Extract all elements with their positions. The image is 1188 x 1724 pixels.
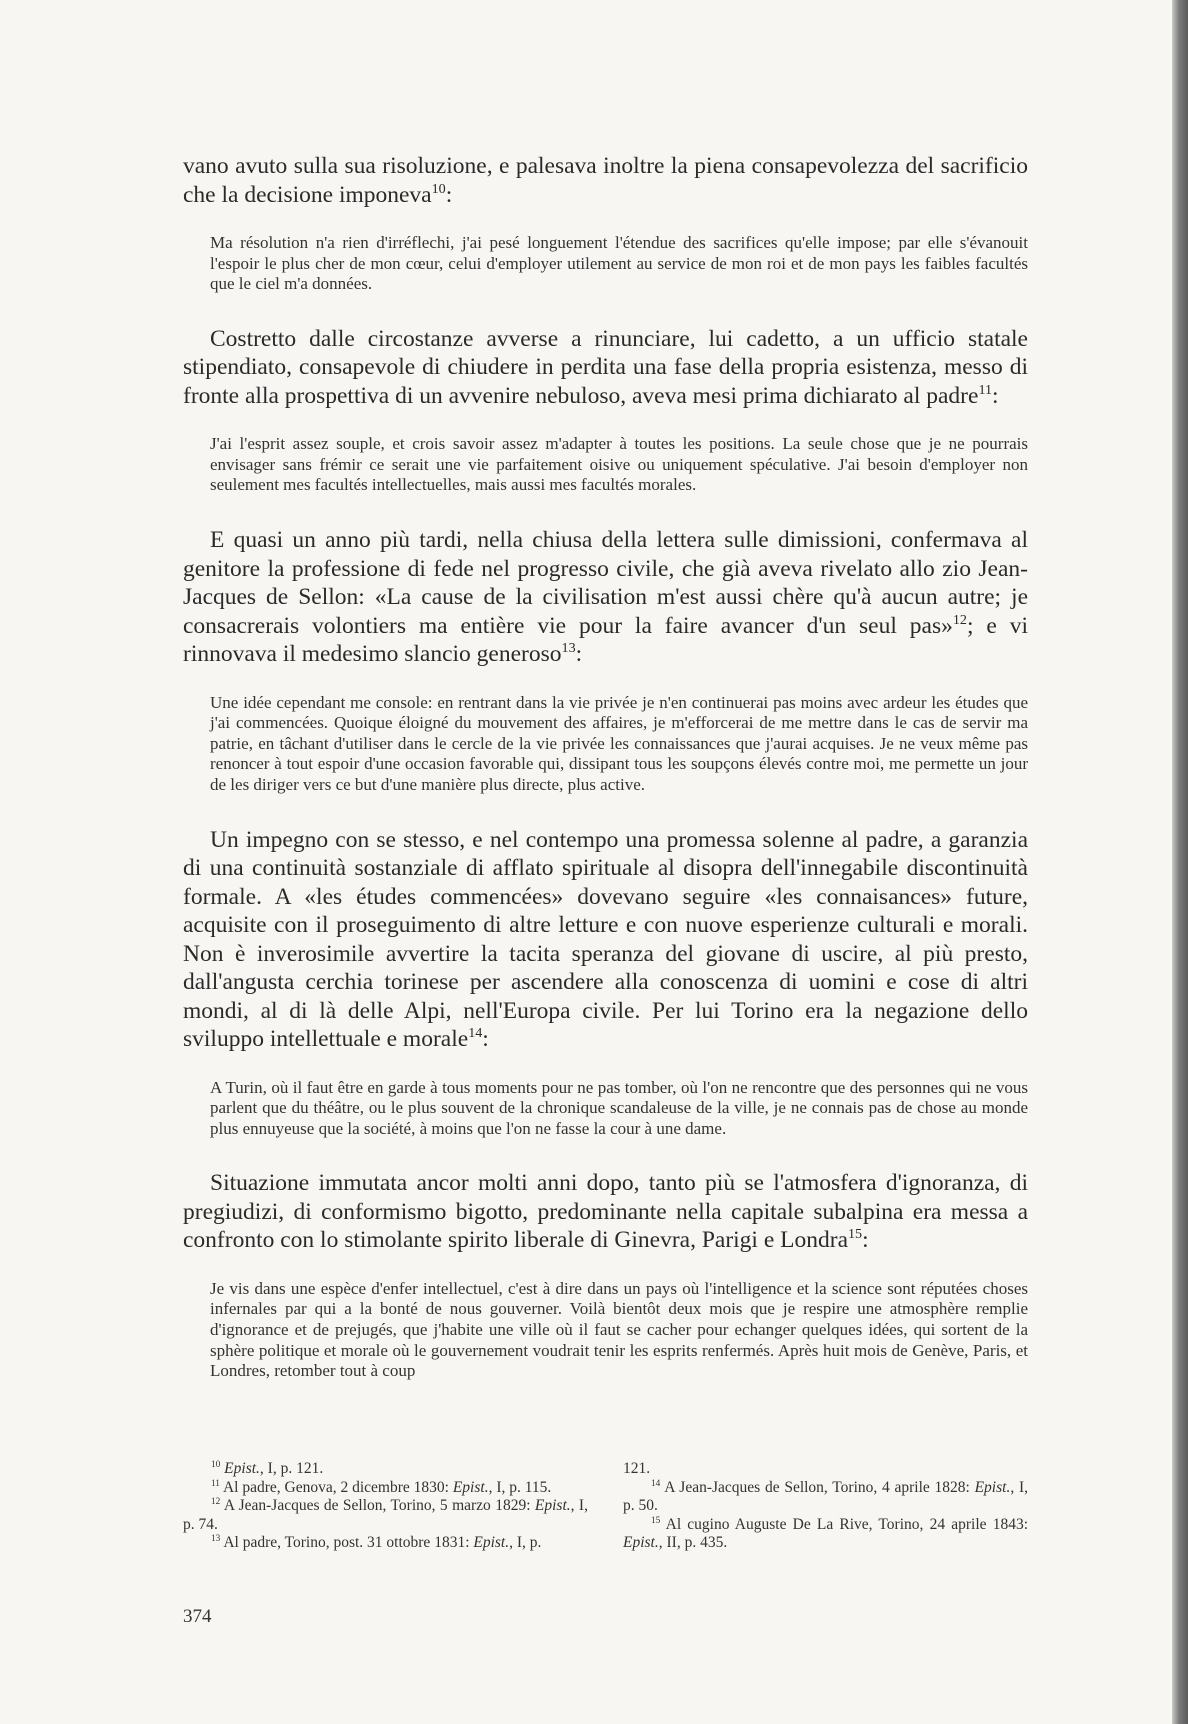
footnote-14: $^{14}$ A Jean-Jacques de Sellon, Torino, 4 aprile 1828: Epist., I, p. 50. (623, 1478, 1029, 1515)
footnote-ref-13[interactable]: 13 (561, 640, 576, 657)
footnote-ref-10[interactable]: 10 (431, 180, 446, 197)
scan-page-edge (1172, 0, 1188, 1724)
footnote-11: $^{11}$ Al padre, Genova, 2 dicembre 1830: Epist., I, p. 115. (211, 1478, 552, 1496)
footnote-15: $^{15}$ Al cugino Auguste De La Rive, Torino, 24 aprile 1843: Epist., II, p. 435. (623, 1515, 1028, 1552)
footnotes-right-column (623, 1460, 1028, 1553)
footnote-ref-12[interactable]: 12 (952, 611, 967, 628)
footnote-13: $^{13}$ Al padre, Torino, post. 31 ottobre 1831: Epist., I, p. (211, 1534, 542, 1552)
paragraph-5: Situazione immutata ancor molti anni dopo, tanto più se l'atmosfera d'ignoranza, di pregiudizi, di conformismo bigotto, predominante nella capitale subalpina era messa a confronto con lo stimolante spirito liberale di Ginevra, Parigi e Londra$^{15}$: (183, 1170, 1028, 1254)
page-number: 374 (183, 1606, 212, 1627)
paragraph-4: Un impegno con se stesso, e nel contempo una promessa solenne al padre, a garanzia di una continuità sostanziale di afflato spirituale al disopra dell'innegabile discontinuità formale. A «les études commencées» dovevano seguire «les connaisances» future, acquisite con il proseguimento di altre letture e con nuove esperienze culturali e morali. Non è inverosimile avvertire la tacita speranza del giovane di uscire, al più presto, dall'angusta cerchia torinese per ascendere alla conoscenza di uomini e cose di altri mondi, al di là delle Alpi, nell'Europa civile. Per lui Torino era la negazione dello sviluppo intellettuale e morale$^{14}$: (183, 826, 1028, 1053)
quote-2: J'ai l'esprit assez souple, et crois savoir assez m'adapter à toutes les positions. La seule chose que je ne pourrais envisager sans frémir ce serait une vie parfaitement oisive ou uniquement spéculative. J'ai besoin d'employer non seulement mes facultés intellectuelles, mais aussi mes facultés morales. (210, 434, 1028, 495)
quote-4: A Turin, où il faut être en garde à tous moments pour ne pas tomber, où l'on ne rencontre que des personnes qui ne vous parlent que du théâtre, ou le plus souvent de la chronique scandaleuse de la ville, je ne connais pas de chose au monde plus ennuyeuse que la société, à moins que l'on ne fasse la cour à une dame. (210, 1077, 1028, 1138)
page-body (183, 152, 1028, 1382)
paragraph-1: vano avuto sulla sua risoluzione, e palesava inoltre la piena consapevolezza del sacrificio che la decisione imponeva$^{10}$: (183, 153, 1028, 208)
footnote-ref-11[interactable]: 11 (978, 381, 993, 398)
footnote-13-continuation: 121. (623, 1460, 651, 1477)
quote-3: Une idée cependant me console: en rentrant dans la vie privée je n'en continuerai pas moins avec ardeur les études que j'ai commencées. Quoique éloigné du mouvement des affaires, je m'efforcerai de me mettre dans le cas de servir ma patrie, en tâchant d'utiliser dans le cercle de la vie privée les connaissances que j'aurai acquises. Je ne veux même pas renoncer à tout espoir d'une occasion favorable qui, dissipant tous les soupçons élevés contre moi, me permette un jour de les diriger vers ce but d'une manière plus directe, plus active. (210, 692, 1028, 794)
footnote-10: $^{10}$ Epist., I, p. 121. (211, 1459, 324, 1477)
paragraph-2: Costretto dalle circostanze avverse a rinunciare, lui cadetto, a un ufficio statale stipendiato, consapevole di chiudere in perdita una fase della propria esistenza, messo di fronte alla prospettiva di un avvenire nebuloso, aveva mesi prima dichiarato al padre$^{11}$: (183, 325, 1028, 409)
quote-1: Ma résolution n'a rien d'irréflechi, j'ai pesé longuement l'étendue des sacrifices qu'elle impose; par elle s'évanouit l'espoir le plus cher de mon cœur, celui d'employer utilement au service de mon roi et de mon pays les faibles facultés que le ciel m'a données. (210, 233, 1028, 294)
footnote-12: $^{12}$ A Jean-Jacques de Sellon, Torino, 5 marzo 1829: Epist., I, p. 74. (183, 1497, 588, 1533)
footnotes-left-column (183, 1460, 588, 1553)
quote-5: Je vis dans une espèce d'enfer intellectuel, c'est à dire dans un pays où l'intelligence et la science sont réputées choses infernales par qui a la bonté de nous gouverner. Voilà bientôt deux mois que je respire une atmosphère remplie d'ignorance et de prejugés, que j'habite une ville où il faut se cacher pour echanger quelques idées, qui sortent de la sphère politique et morale où le gouvernement voudrait tenir les esprits renfermés. Après huit mois de Genève, Paris, et Londres, retomber tout à coup (210, 1278, 1028, 1381)
footnote-ref-15[interactable]: 15 (848, 1226, 863, 1243)
footnotes (183, 1460, 1028, 1553)
footnote-ref-14[interactable]: 14 (468, 1025, 483, 1042)
paragraph-3: E quasi un anno più tardi, nella chiusa della lettera sulle dimissioni, confermava al genitore la professione di fede nel progresso civile, che già aveva rivelato allo zio Jean-Jacques de Sellon: «La cause de la civilisation m'est aussi chère qu'à aucun autre; je consacrerais volontiers ma entière vie pour la faire avancer d'un seul pas»$^{12}$; e vi rinnovava il medesimo slancio generoso$^{13}$: (183, 527, 1028, 668)
